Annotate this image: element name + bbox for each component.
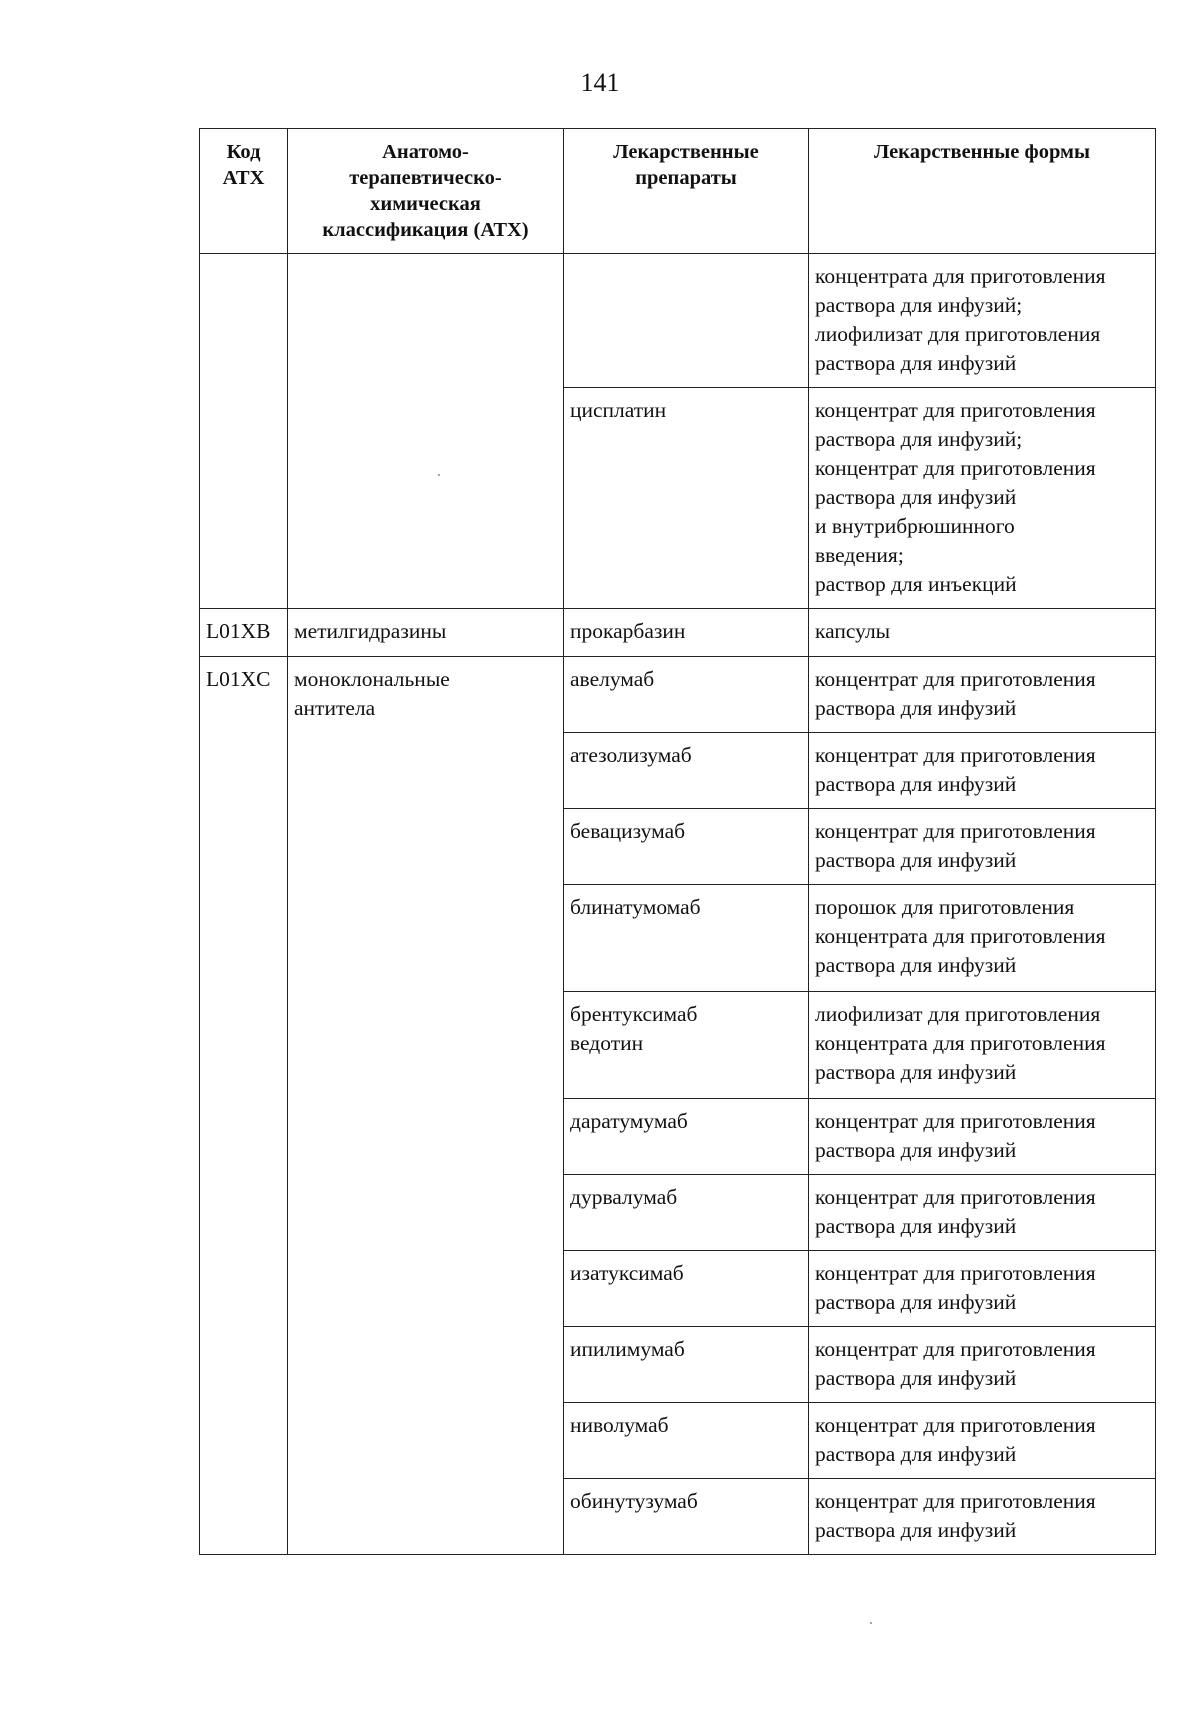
classification-cell: метилгидразины	[288, 609, 564, 657]
table-header-row	[200, 129, 1156, 254]
header-forms: Лекарственные формы	[809, 129, 1156, 254]
drug-cell: атезолизумаб	[564, 733, 809, 809]
forms-cell: концентрат для приготовления раствора для инфузий	[809, 1327, 1156, 1403]
forms-cell: концентрат для приготовления раствора для инфузий	[809, 1479, 1156, 1555]
forms-cell: концентрат для приготовления раствора для инфузий	[809, 1403, 1156, 1479]
code-cell	[200, 254, 288, 609]
forms-cell: концентрата для приготовления раствора для инфузий; лиофилизат для приготовления раствора для инфузий	[809, 254, 1156, 388]
scan-speck	[438, 474, 440, 476]
drug-cell: цисплатин	[564, 388, 809, 609]
drug-cell	[564, 254, 809, 388]
forms-cell: концентрат для приготовления раствора для инфузий	[809, 657, 1156, 733]
forms-cell: концентрат для приготовления раствора для инфузий	[809, 1175, 1156, 1251]
drug-cell: даратумумаб	[564, 1099, 809, 1175]
forms-cell: капсулы	[809, 609, 1156, 657]
drug-cell: блинатумомаб	[564, 885, 809, 992]
table-row	[200, 609, 1156, 657]
header-code: Код ATX	[200, 129, 288, 254]
drug-cell: дурвалумаб	[564, 1175, 809, 1251]
atx-drug-table	[199, 128, 1156, 1555]
forms-cell: концентрат для приготовления раствора для инфузий	[809, 733, 1156, 809]
forms-cell: концентрат для приготовления раствора для инфузий	[809, 809, 1156, 885]
drug-cell: ипилимумаб	[564, 1327, 809, 1403]
forms-cell: порошок для приготовления концентрата для приготовления раствора для инфузий	[809, 885, 1156, 992]
classification-cell	[288, 254, 564, 609]
table-row	[200, 254, 1156, 388]
forms-cell: концентрат для приготовления раствора для инфузий; концентрат для приготовления раствора для инфузий и внутрибрюшинного введения; раствор для инъекций	[809, 388, 1156, 609]
forms-cell: концентрат для приготовления раствора для инфузий	[809, 1099, 1156, 1175]
scan-speck	[870, 1622, 872, 1624]
header-drugs: Лекарственные препараты	[564, 129, 809, 254]
classification-cell: моноклональные антитела	[288, 657, 564, 1555]
drug-cell: обинутузумаб	[564, 1479, 809, 1555]
code-cell: L01XB	[200, 609, 288, 657]
drug-cell: прокарбазин	[564, 609, 809, 657]
page-number: 141	[580, 68, 620, 97]
table-row	[200, 657, 1156, 733]
code-cell: L01XC	[200, 657, 288, 1555]
drug-cell: ниволумаб	[564, 1403, 809, 1479]
drug-cell: изатуксимаб	[564, 1251, 809, 1327]
drug-cell: брентуксимаб ведотин	[564, 992, 809, 1099]
header-classification: Анатомо- терапевтическо- химическая классификация (АТХ)	[288, 129, 564, 254]
forms-cell: концентрат для приготовления раствора для инфузий	[809, 1251, 1156, 1327]
drug-cell: авелумаб	[564, 657, 809, 733]
drug-cell: бевацизумаб	[564, 809, 809, 885]
forms-cell: лиофилизат для приготовления концентрата для приготовления раствора для инфузий	[809, 992, 1156, 1099]
